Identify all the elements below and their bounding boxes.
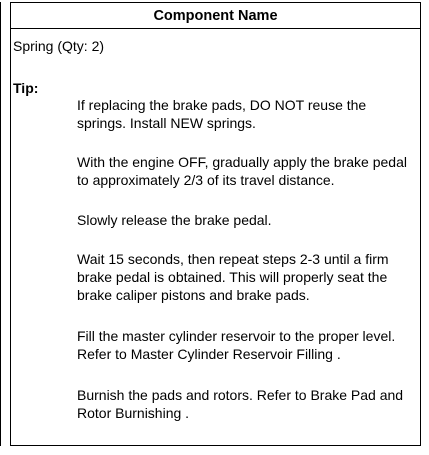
tip-step-6: Burnish the pads and rotors. Refer to Brake Pad and Rotor Burnishing . (77, 387, 404, 421)
table-cell (11, 29, 420, 445)
left-table-border (0, 2, 3, 446)
tip-step-3: Slowly release the brake pedal. (77, 212, 272, 228)
tip-label: Tip: (13, 80, 39, 96)
column-header: Component Name (11, 3, 420, 29)
tip-step-2: With the engine OFF, gradually apply the brake pedal to approximately 2/3 of its travel distance. (77, 154, 407, 188)
tip-step-4: Wait 15 seconds, then repeat steps 2-3 until a firm brake pedal is obtained. This will properly seat the brake caliper pistons and brake pads. (77, 251, 389, 303)
component-name: Spring (Qty: 2) (13, 38, 105, 54)
component-table (10, 2, 421, 446)
tip-step-5: Fill the master cylinder reservoir to the proper level. Refer to Master Cylinder Reservoir Filling . (77, 328, 396, 362)
tip-step-1: If replacing the brake pads, DO NOT reuse the springs. Install NEW springs. (77, 97, 367, 131)
